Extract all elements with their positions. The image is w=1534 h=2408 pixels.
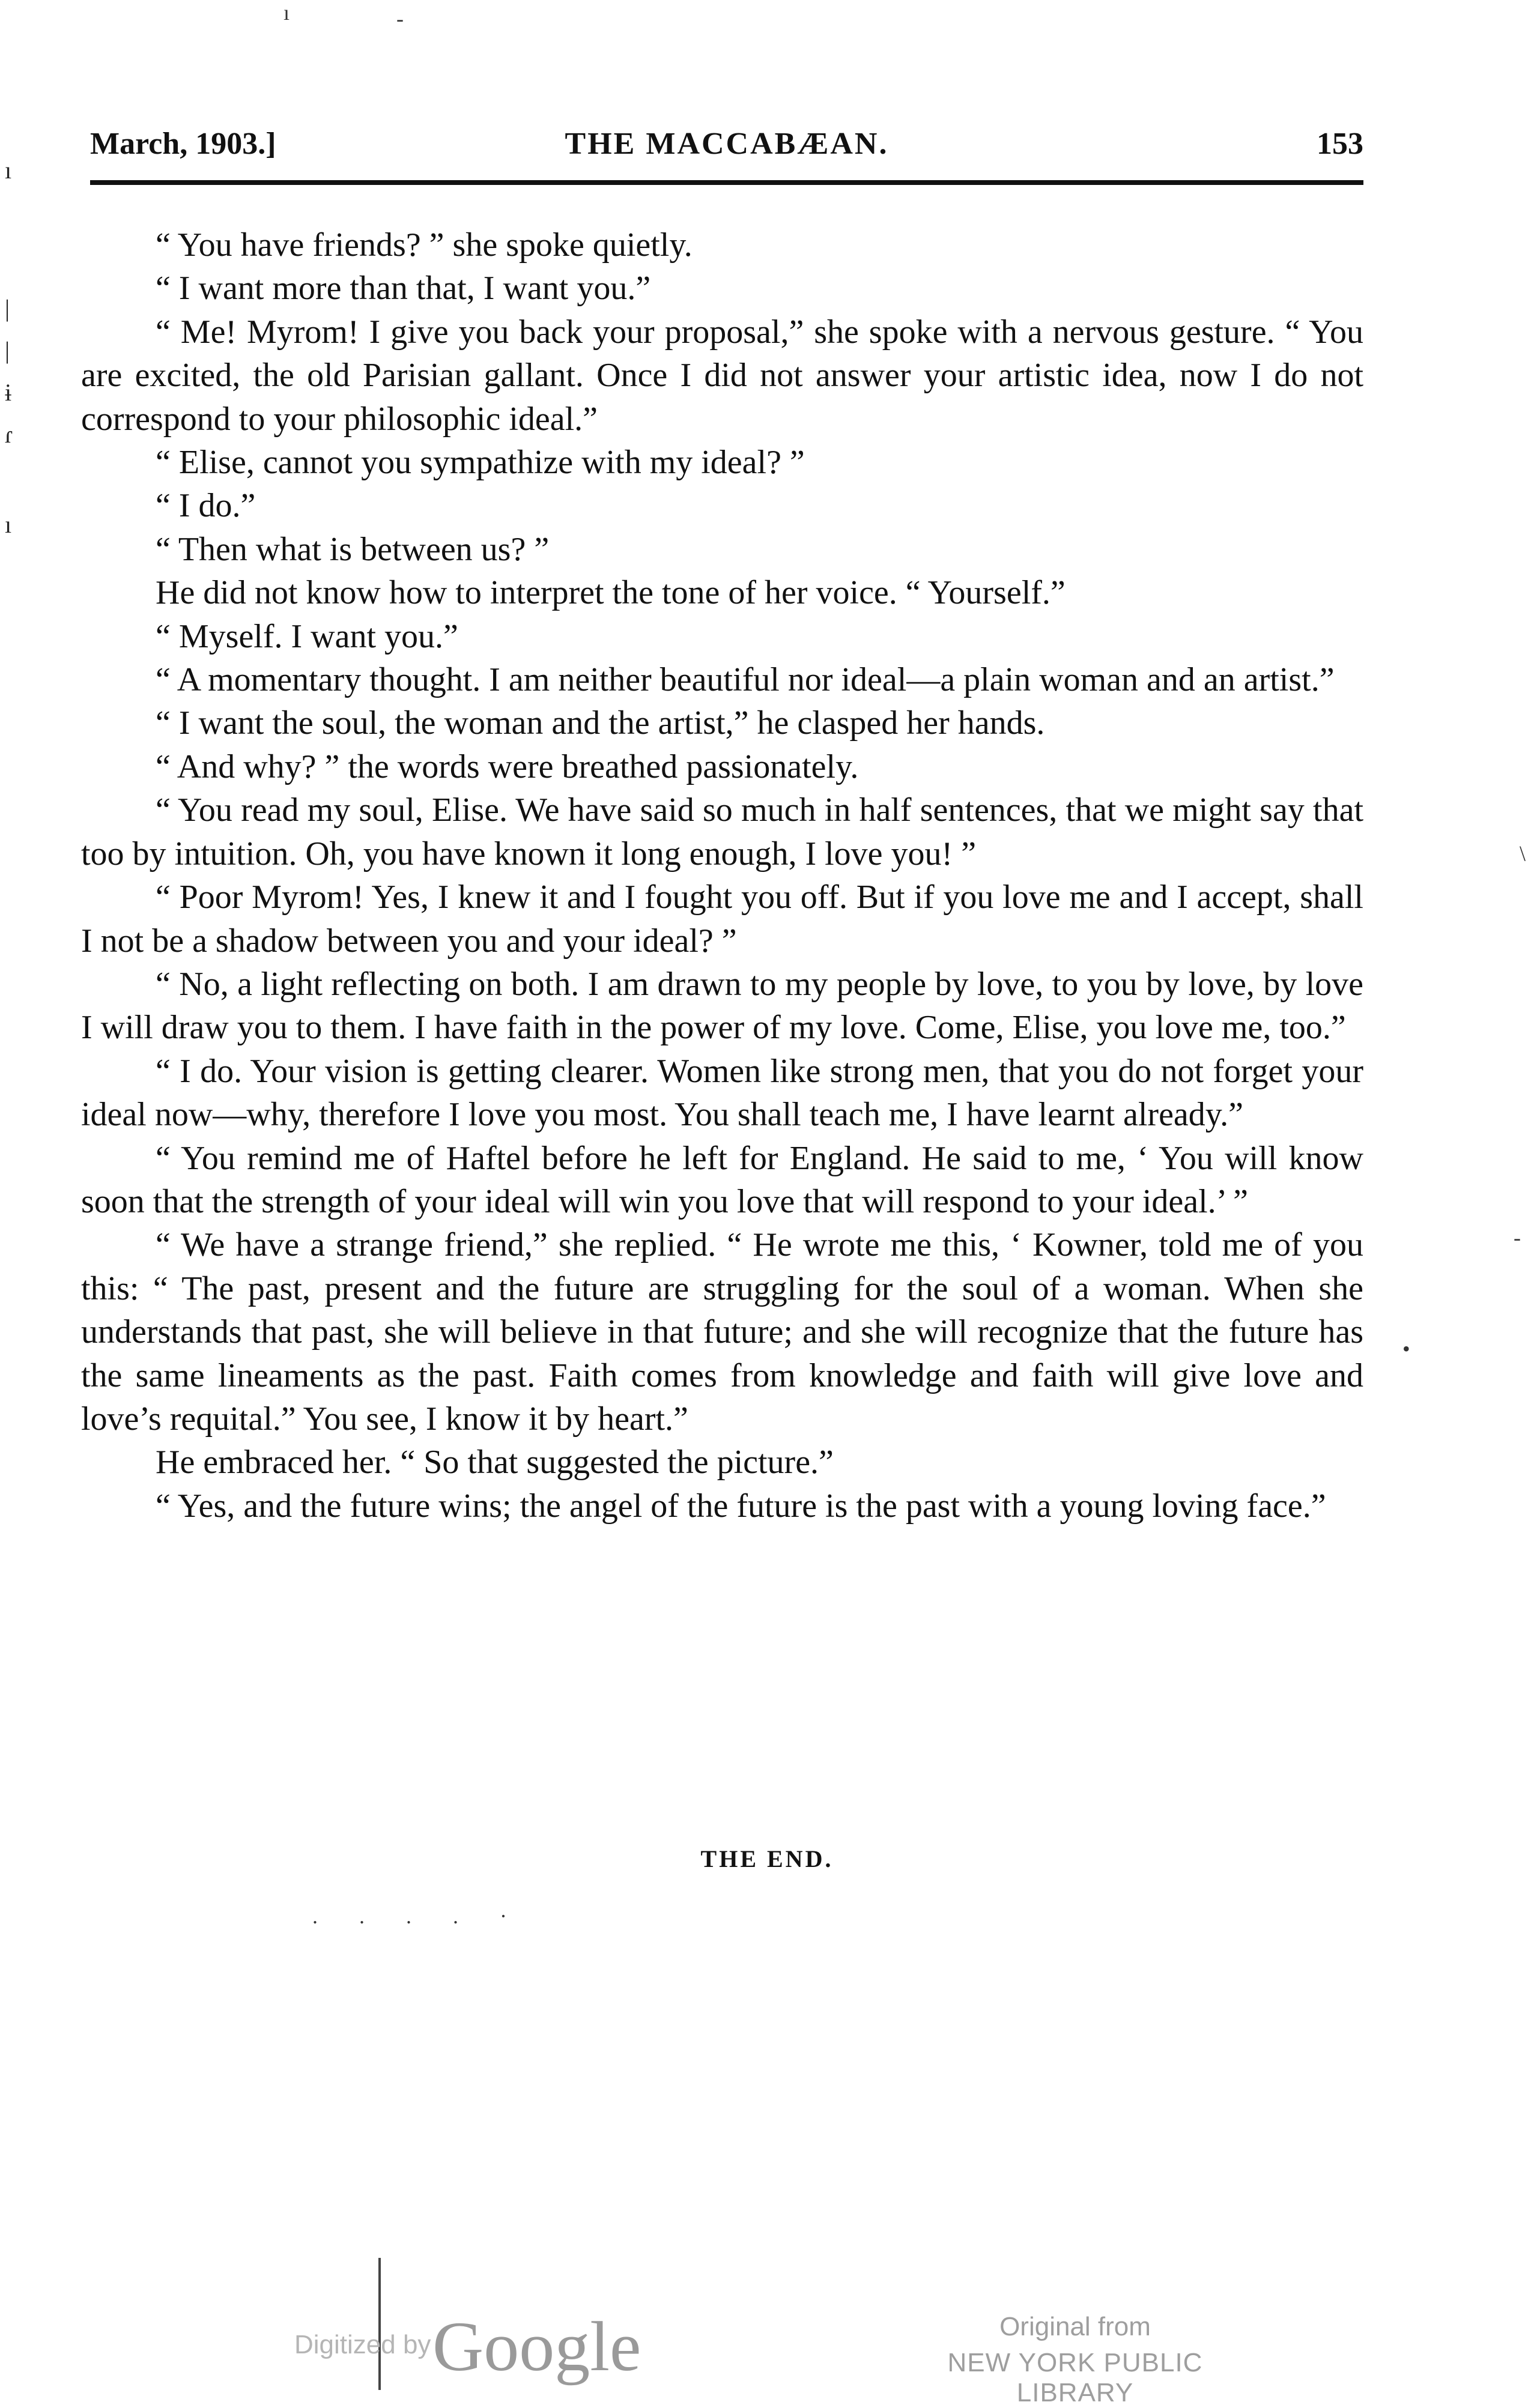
- stray-mark: \: [1520, 841, 1526, 865]
- digitized-label: Digitized by: [294, 2330, 431, 2359]
- paragraph: He did not know how to interpret the tone of her voice. “ Yourself.”: [156, 574, 1066, 612]
- paragraph: “ Yes, and the future wins; the angel of the future is the past with a young loving face.”: [156, 1487, 1326, 1525]
- stray-mark: ı: [283, 1, 290, 25]
- paragraph: “ A momentary thought. I am neither beautiful nor ideal—a plain woman and an artist.”: [156, 661, 1335, 699]
- story-text: [81, 223, 1363, 1528]
- paragraph: “ Myself. I want you.”: [156, 617, 458, 655]
- stray-mark: •: [1402, 1337, 1410, 1361]
- stray-dots: . . . . ·: [312, 1904, 525, 1928]
- google-logo: Google: [432, 2307, 641, 2386]
- issue-date: March, 1903.]: [90, 127, 276, 161]
- original-from-label: Original from: [999, 2312, 1151, 2341]
- paragraph: “ I want more than that, I want you.”: [156, 270, 651, 307]
- paragraph: “ You remind me of Haftel before he left for England. He said to me, ‘ You will know soon that the strength of your ideal will win you love that will respond to your ideal.’ ”: [81, 1139, 1363, 1220]
- paragraph: “ I want the soul, the woman and the artist,” he clasped her hands.: [156, 704, 1045, 742]
- stray-mark: -: [1514, 1226, 1521, 1250]
- end-mark: THE END.: [700, 1845, 834, 1872]
- header-rule: [90, 180, 1363, 185]
- journal-title: THE MACCABÆAN.: [565, 127, 889, 161]
- paragraph: “ Poor Myrom! Yes, I knew it and I fought you off. But if you love me and I accept, shall I not be a shadow between you and your ideal? ”: [81, 879, 1363, 960]
- binding-mark: [378, 2258, 381, 2390]
- running-header: [90, 126, 1363, 174]
- library-name: NEW YORK PUBLIC LIBRARY: [947, 2348, 1203, 2407]
- paragraph: “ Elise, cannot you sympathize with my ideal? ”: [156, 444, 805, 482]
- paragraph: He embraced her. “ So that suggested the picture.”: [156, 1444, 834, 1481]
- paragraph: “ Me! Myrom! I give you back your proposal,” she spoke with a nervous gesture. “ You are excited, the old Parisian gallant. Once I did not answer your artistic idea, now I do not correspond to your philosophic ideal.”: [81, 313, 1363, 438]
- paragraph: “ You have friends? ” she spoke quietly.: [156, 226, 693, 264]
- page-number: 153: [1317, 127, 1363, 161]
- paragraph: “ We have a strange friend,” she replied. “ He wrote me this, ‘ Kowner, told me of you this: “ The past, present and the future are struggling for the soul of a woman. When she understands that past, she will believe in that future; and she will recognize that the future has the same lineaments as the past. Faith comes from knowledge and faith will give love and love’s requital.” You see, I know it by heart.”: [81, 1226, 1363, 1438]
- digitization-footer: [0, 2294, 1534, 2407]
- paragraph: “ I do.”: [156, 487, 256, 525]
- margin-bleed-marks: ı | | ɨ ɾ ı: [5, 157, 13, 538]
- paragraph: “ Then what is between us? ”: [156, 530, 550, 568]
- stray-mark: -: [396, 7, 404, 31]
- paragraph: “ I do. Your vision is getting clearer. Women like strong men, that you do not forget your ideal now—why, therefore I love you most. You shall teach me, I have learnt already.”: [81, 1052, 1363, 1134]
- paragraph: “ You read my soul, Elise. We have said so much in half sentences, that we might say that too by intuition. Oh, you have known it long enough, I love you! ”: [81, 791, 1363, 873]
- paragraph: “ And why? ” the words were breathed passionately.: [156, 748, 859, 785]
- paragraph: “ No, a light reflecting on both. I am drawn to my people by love, to you by love, by love I will draw you to them. I have faith in the power of my love. Come, Elise, you love me, too.”: [81, 965, 1363, 1047]
